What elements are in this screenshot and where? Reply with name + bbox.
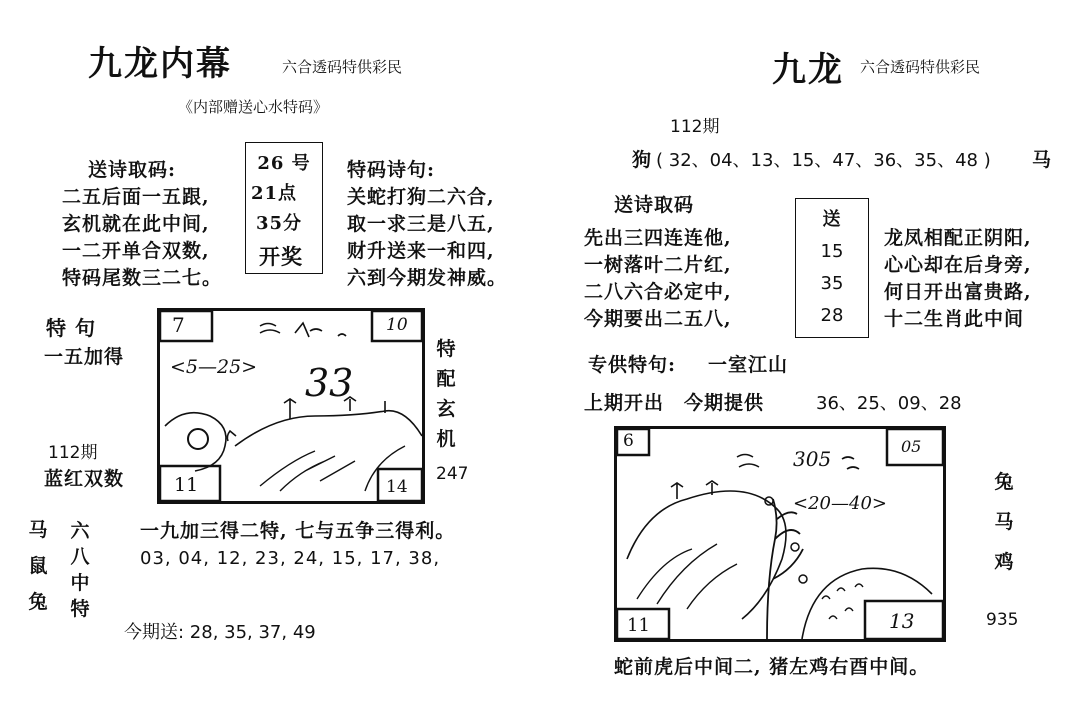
last-label: 上期开出 <box>584 392 665 414</box>
right-poem-right <box>884 225 1032 333</box>
six-eight-char: 八 <box>70 546 90 568</box>
side-hint-char: 特 <box>436 338 456 360</box>
left-sketch <box>160 311 422 501</box>
left-side-number: 247 <box>436 464 469 484</box>
right-corner-br: 13 <box>889 609 915 633</box>
right-poem-line: 先出三四连连他, <box>584 227 732 249</box>
special-poem-line: 六到今期发神威。 <box>347 267 508 289</box>
left-corner-br: 14 <box>386 477 408 497</box>
send-box <box>795 198 869 338</box>
left-corner-tl: 7 <box>172 313 185 337</box>
side-zodiac-char: 兔 <box>994 471 1014 493</box>
left-zodiacs <box>26 512 50 620</box>
six-eight-char: 特 <box>70 598 90 620</box>
right-poem-line: 一树落叶二片红, <box>584 254 732 276</box>
draw-hour: 21点 <box>250 183 298 204</box>
left-rhyme: 一九加三得二特, 七与五争三得利。 <box>140 520 456 542</box>
left-range: <5—25> <box>170 356 258 378</box>
color-hint: 蓝红双数 <box>44 468 125 490</box>
draw-time-box <box>245 142 323 274</box>
left-period: 112期 <box>48 443 98 463</box>
special-poem-header: 特码诗句: <box>347 159 436 181</box>
right-poem-line: 十二生肖此中间 <box>884 308 1025 330</box>
right-poem-line: 二八六合必定中, <box>584 281 732 303</box>
right-poem-line: 何日开出富贵路, <box>884 281 1032 303</box>
right-poem-line: 今期要出二五八, <box>584 308 732 330</box>
right-side-number: 935 <box>986 610 1019 630</box>
right-corner-tr: 05 <box>901 437 922 456</box>
zodiac-char: 兔 <box>28 591 48 613</box>
provide-numbers: 36、25、09、28 <box>816 393 962 414</box>
today-send: 今期送: 28, 35, 37, 49 <box>124 622 316 643</box>
left-poem-line: 一二开单合双数, <box>62 240 210 262</box>
left-corner-tr: 10 <box>386 315 408 335</box>
send-box-number: 28 <box>820 305 844 326</box>
right-corner-bl: 11 <box>627 615 650 636</box>
side-hint-char: 配 <box>436 368 456 390</box>
special-sentence-label: 特 句 <box>46 316 96 340</box>
special-poem-line: 取一求三是八五, <box>347 213 495 235</box>
left-poem <box>62 184 222 292</box>
left-tagline: 《内部赠送心水特码》 <box>178 98 329 116</box>
provide-label: 今期提供 <box>684 392 765 414</box>
six-eight-special <box>68 518 92 622</box>
left-poem-header: 送诗取码: <box>88 159 177 181</box>
horse-label: 马 <box>1032 149 1053 171</box>
draw-open: 开奖 <box>259 244 303 269</box>
left-poem-line: 玄机就在此中间, <box>62 213 210 235</box>
special-sentence: 一五加得 <box>44 346 125 368</box>
left-drawing <box>157 308 425 504</box>
left-poem-line: 二五后面一五跟, <box>62 186 210 208</box>
right-special-value: 一室江山 <box>708 354 789 376</box>
left-title: 九龙内幕 <box>88 44 232 84</box>
right-top-number: 305 <box>793 447 832 471</box>
send-box-number: 35 <box>820 273 844 294</box>
right-footer: 蛇前虎后中间二, 猪左鸡右酉中间。 <box>614 656 930 678</box>
right-title: 九龙 <box>772 50 844 90</box>
side-zodiac-char: 马 <box>994 511 1014 533</box>
right-range: <20—40> <box>793 493 887 514</box>
zodiac-char: 马 <box>28 519 48 541</box>
left-poem-line: 特码尾数三二七。 <box>62 267 223 289</box>
six-eight-char: 六 <box>70 520 90 542</box>
left-corner-bl: 11 <box>174 474 199 496</box>
special-poem-line: 关蛇打狗二六合, <box>347 186 495 208</box>
right-poem-header: 送诗取码 <box>614 194 695 216</box>
draw-day: 26 号 <box>257 153 311 174</box>
dog-numbers: ( 32、04、13、15、47、36、35、48 ) <box>656 150 991 171</box>
right-poem-left <box>584 225 732 333</box>
right-corner-tl: 6 <box>623 431 634 451</box>
right-special-label: 专供特句: <box>588 354 677 376</box>
right-sketch <box>617 429 943 639</box>
right-drawing <box>614 426 946 642</box>
right-side-zodiacs <box>992 462 1016 582</box>
right-poem-line: 龙凤相配正阴阳, <box>884 227 1032 249</box>
left-side-hint <box>434 334 458 454</box>
draw-minute: 35分 <box>255 213 303 234</box>
six-eight-char: 中 <box>70 572 90 594</box>
side-hint-char: 机 <box>436 428 456 450</box>
side-zodiac-char: 鸡 <box>994 551 1014 573</box>
left-numbers: 03, 04, 12, 23, 24, 15, 17, 38, <box>140 548 441 569</box>
send-box-number: 15 <box>820 241 844 262</box>
special-poem <box>347 184 507 292</box>
dog-label: 狗 <box>632 149 653 171</box>
right-period: 112期 <box>670 117 720 137</box>
side-hint-char: 玄 <box>436 398 456 420</box>
left-big-number: 33 <box>305 361 354 405</box>
special-poem-line: 财升送来一和四, <box>347 240 495 262</box>
left-subtitle: 六合透码特供彩民 <box>282 58 403 76</box>
send-box-label: 送 <box>822 209 842 230</box>
right-subtitle: 六合透码特供彩民 <box>860 58 981 76</box>
zodiac-char: 鼠 <box>28 555 48 577</box>
right-poem-line: 心心却在后身旁, <box>884 254 1032 276</box>
